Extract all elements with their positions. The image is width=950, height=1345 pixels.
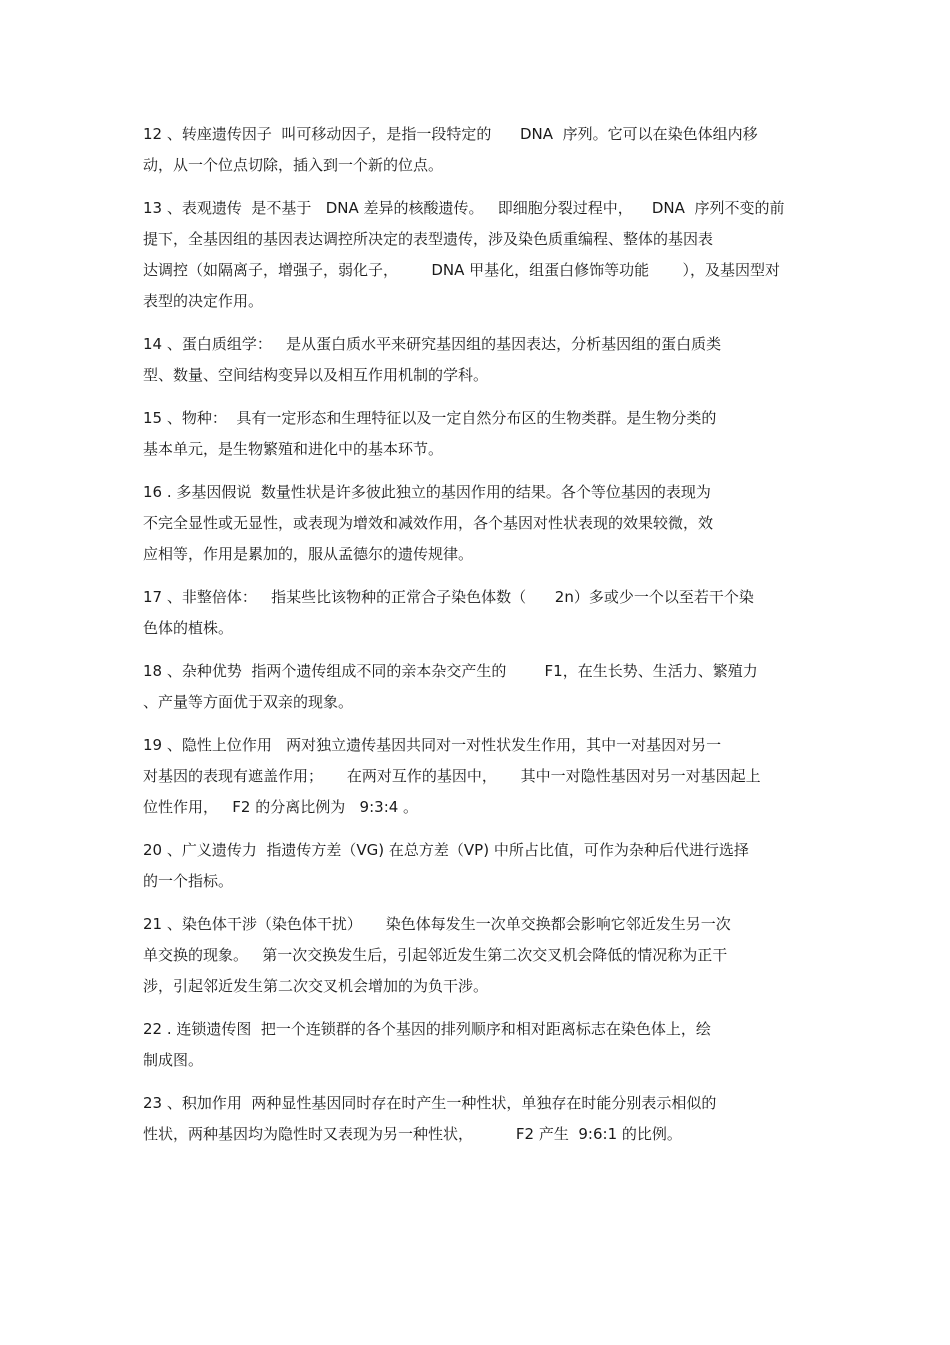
- entry-line: 、产量等方面优于双亲的现象。: [143, 693, 354, 711]
- glossary-entry: [143, 403, 808, 465]
- glossary-entry: [143, 909, 808, 1002]
- glossary-entry: [143, 193, 808, 317]
- entry-line: 15 、物种： 具有一定形态和生理特征以及一定自然分布区的生物类群。是生物分类的: [143, 409, 717, 427]
- glossary-entry: [143, 656, 808, 718]
- entry-line: 19 、隐性上位作用 两对独立遗传基因共同对一对性状发生作用，其中一对基因对另一: [143, 736, 722, 754]
- entry-line: 动，从一个位点切除，插入到一个新的位点。: [143, 156, 444, 174]
- glossary-entry: [143, 835, 808, 897]
- entry-line: 13 、表观遗传 是不基于 DNA 差异的核酸遗传。 即细胞分裂过程中， DNA 序列不变的前: [143, 199, 785, 217]
- entry-line: 色体的植株。: [143, 619, 234, 637]
- glossary-entry: [143, 1014, 808, 1076]
- entry-line: 对基因的表现有遮盖作用； 在两对互作的基因中， 其中一对隐性基因对另一对基因起上: [143, 767, 761, 785]
- entry-line: 基本单元，是生物繁殖和进化中的基本环节。: [143, 440, 444, 458]
- entry-line: 表型的决定作用。: [143, 292, 264, 310]
- entry-line: 18 、杂种优势 指两个遗传组成不同的亲本杂交产生的 F1，在生长势、生活力、繁殖力: [143, 662, 758, 680]
- entry-line: 单交换的现象。 第一次交换发生后，引起邻近发生第二次交叉机会降低的情况称为正干: [143, 946, 728, 964]
- entry-line: 制成图。: [143, 1051, 204, 1069]
- entry-line: 23 、积加作用 两种显性基因同时存在时产生一种性状，单独存在时能分别表示相似的: [143, 1094, 717, 1112]
- entry-line: 16 . 多基因假说 数量性状是许多彼此独立的基因作用的结果。各个等位基因的表现为: [143, 483, 711, 501]
- glossary-entry: [143, 119, 808, 181]
- entry-line: 不完全显性或无显性，或表现为增效和减效作用，各个基因对性状表现的效果较微，效: [143, 514, 714, 532]
- entry-line: 涉，引起邻近发生第二次交叉机会增加的为负干涉。: [143, 977, 489, 995]
- glossary-entry: [143, 329, 808, 391]
- entry-line: 提下，全基因组的基因表达调控所决定的表型遗传，涉及染色质重编程、整体的基因表: [143, 230, 714, 248]
- glossary-entry: [143, 582, 808, 644]
- glossary-entry: [143, 477, 808, 570]
- glossary-entry: [143, 730, 808, 823]
- entry-line: 17 、非整倍体： 指某些比该物种的正常合子染色体数（ 2n）多或少一个以至若干个染: [143, 588, 754, 606]
- entry-line: 性状，两种基因均为隐性时又表现为另一种性状， F2 产生 9:6:1 的比例。: [143, 1125, 682, 1143]
- entry-line: 20 、广义遗传力 指遗传方差（VG) 在总方差（VP) 中所占比值，可作为杂种后代进行选择: [143, 841, 749, 859]
- entry-line: 型、数量、空间结构变异以及相互作用机制的学科。: [143, 366, 489, 384]
- glossary-entries: [143, 119, 808, 1162]
- entry-line: 位性作用， F2 的分离比例为 9:3:4 。: [143, 798, 419, 816]
- entry-line: 12 、转座遗传因子 叫可移动因子，是指一段特定的 DNA 序列。它可以在染色体组内移: [143, 125, 758, 143]
- entry-line: 达调控（如隔离子，增强子，弱化子， DNA 甲基化，组蛋白修饰等功能 ），及基因型对: [143, 261, 781, 279]
- glossary-entry: [143, 1088, 808, 1150]
- entry-line: 14 、蛋白质组学： 是从蛋白质水平来研究基因组的基因表达，分析基因组的蛋白质类: [143, 335, 722, 353]
- entry-line: 22 . 连锁遗传图 把一个连锁群的各个基因的排列顺序和相对距离标志在染色体上，绘: [143, 1020, 711, 1038]
- entry-line: 应相等，作用是累加的，服从孟德尔的遗传规律。: [143, 545, 474, 563]
- entry-line: 21 、染色体干涉（染色体干扰） 染色体每发生一次单交换都会影响它邻近发生另一次: [143, 915, 731, 933]
- entry-line: 的一个指标。: [143, 872, 234, 890]
